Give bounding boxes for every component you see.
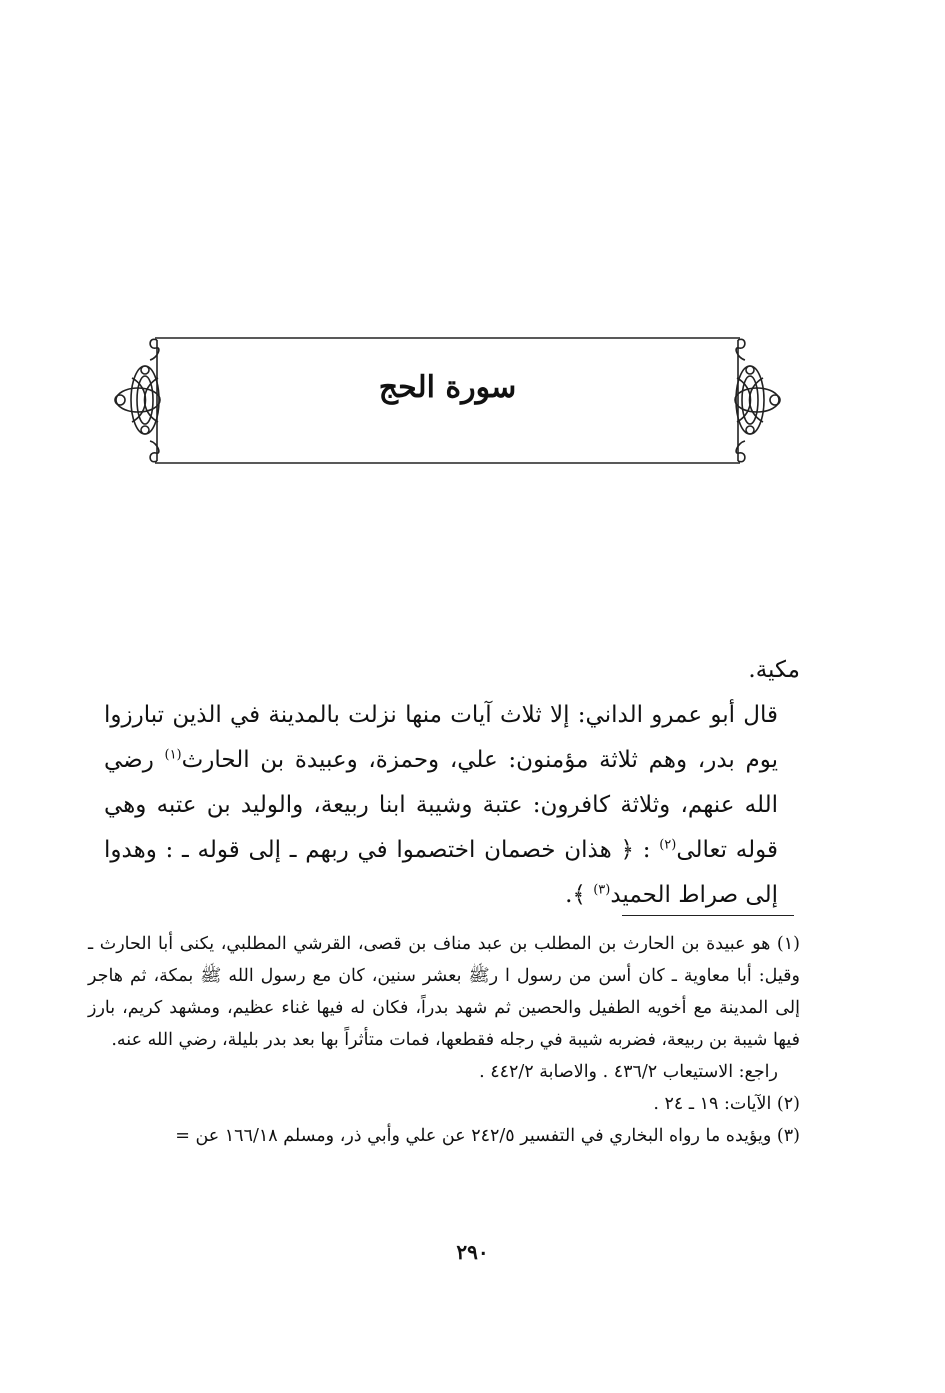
surah-title-frame xyxy=(110,318,785,478)
main-text xyxy=(104,648,800,918)
footnote-2: (٢) الآيات: ١٩ ـ ٢٤ . xyxy=(653,1094,800,1114)
footnote-ref-1[interactable]: (١) xyxy=(164,747,182,763)
surah-title: سورة الحج xyxy=(378,370,517,405)
makkiyya-label: مكية. xyxy=(748,657,800,683)
paragraph-text-2: رضي الله عنهم، وثلاثة كافرون: عتبة وشيبة ابنا ربيعة، والوليد بن عتبه وهي قوله تعالى xyxy=(104,747,778,863)
page-number: ٢٩٠ xyxy=(456,1240,489,1264)
paragraph-text-3: : ﴿ هذان خصمان اختصموا في ربهم ـ إلى قوله ـ : وهدوا إلى صراط الحميد xyxy=(104,837,778,908)
footnotes xyxy=(88,928,800,1152)
footnote-1: (١) هو عبيدة بن الحارث بن المطلب بن عبد مناف بن قصى، القرشي المطلبي، يكنى أبا الحارث ـ وقيل: أبا معاوية ـ كان أسن من رسول ا رﷺ بعشر سنين، كان مع رسول الله ﷺ بمكة، ثم هاجر إلى المدينة مع أخويه الطفيل والحصين ثم شهد بدراً، فكان له فيها غناء عظيم، ومشهد كريم، بارز فيها شيبة بن ربيعة، فضربه شيبة في رجله فقطعها، فمات متأثراً بها بعد بدر بليلة، رضي الله عنه. xyxy=(88,934,800,1050)
paragraph-text-1: قال أبو عمرو الداني: إلا ثلاث آيات منها نزلت بالمدينة في الذين تبارزوا يوم بدر، وهم ثلاثة مؤمنون: علي، وحمزة، وعبيدة بن الحارث xyxy=(104,702,779,773)
footnote-ref-2[interactable]: (٢) xyxy=(659,837,677,853)
footnote-3: (٣) ويؤيده ما رواه البخاري في التفسير ٢٤٢/٥ عن علي وأبي ذر، ومسلم ١٦٦/١٨ عن = xyxy=(175,1126,800,1146)
main-paragraph xyxy=(104,693,800,918)
paragraph-text-4: ﴾. xyxy=(565,882,594,908)
footnote-divider xyxy=(622,915,794,916)
footnote-ref-3[interactable]: (٣) xyxy=(593,882,611,898)
footnote-1-reference: راجع: الاستيعاب ٤٣٦/٢ . والاصابة ٤٤٢/٢ . xyxy=(479,1062,778,1082)
